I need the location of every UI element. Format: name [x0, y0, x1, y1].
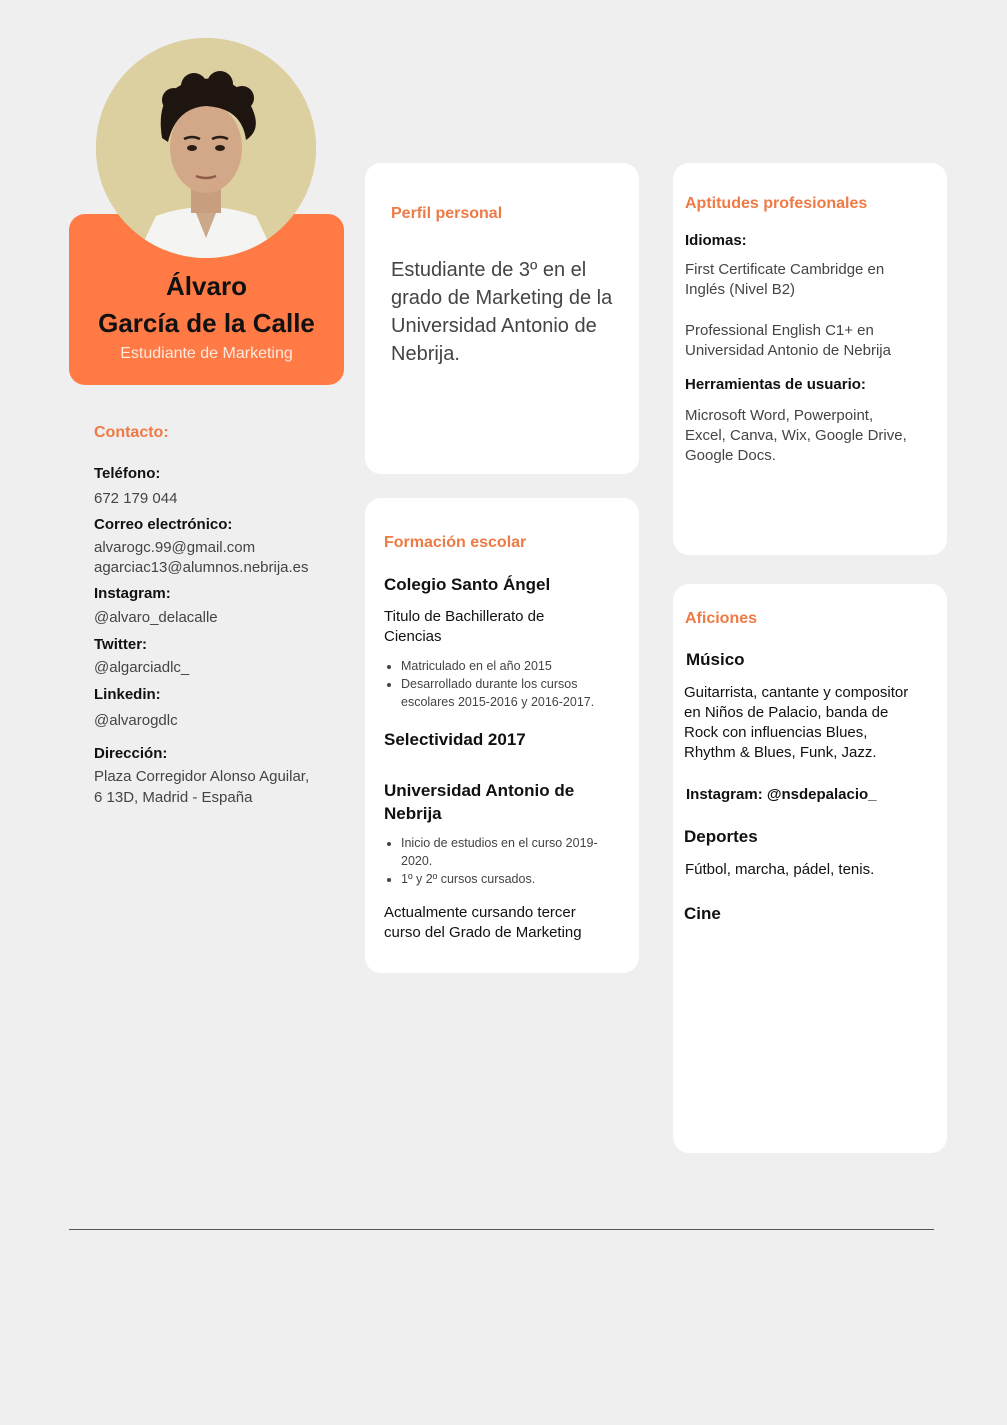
bottom-divider [69, 1229, 934, 1230]
list-item: • Inicio de estudios en el curso 2019-2020. [401, 834, 614, 870]
phone-label: Teléfono: [94, 465, 161, 482]
twitter-label: Twitter: [94, 636, 148, 653]
idioma-1: First Certificate Cambridge en Inglés (Nivel B2) [685, 261, 885, 298]
profile-photo [96, 38, 316, 258]
musico-text: Guitarrista, cantante y compositor en Niños de Palacio, banda de Rock con influencias Blues, Rhythm & Blues, Funk, Jazz. [684, 684, 909, 761]
name-line-2: García de la Calle [98, 308, 315, 338]
school-name: Colegio Santo Ángel [384, 575, 551, 594]
full-name [69, 268, 344, 342]
school-bullets [384, 657, 614, 711]
university-name: Universidad Antonio de Nebrija [384, 781, 575, 823]
address-line-2: 6 13D, Madrid - España [94, 789, 253, 806]
address-line-1: Plaza Corregidor Alonso Aguilar, [94, 768, 310, 785]
university-bullets [384, 834, 614, 888]
list-item: • Matriculado en el año 2015 [401, 657, 614, 675]
instagram-label: Instagram: [94, 585, 171, 602]
role-subtitle: Estudiante de Marketing [120, 345, 293, 362]
linkedin-label: Linkedin: [94, 686, 161, 703]
cine-label: Cine [684, 904, 721, 923]
list-item: • 1º y 2º cursos cursados. [401, 870, 614, 888]
idioma-2: Professional English C1+ en Universidad Antonio de Nebrija [685, 322, 891, 359]
address-label: Dirección: [94, 745, 168, 762]
herramientas-text: Microsoft Word, Powerpoint, Excel, Canva, Wix, Google Drive, Google Docs. [685, 407, 907, 464]
perfil-title: Perfil personal [391, 205, 503, 222]
musico-label: Músico [686, 650, 745, 669]
musico-instagram[interactable]: Instagram: @nsdepalacio_ [686, 786, 877, 803]
deportes-text: Fútbol, marcha, pádel, tenis. [685, 861, 875, 878]
aptitudes-title: Aptitudes profesionales [685, 195, 868, 212]
deportes-label: Deportes [684, 827, 758, 846]
school-degree: Titulo de Bachillerato de Ciencias [384, 608, 545, 645]
contact-title: Contacto: [94, 424, 169, 441]
email-label: Correo electrónico: [94, 516, 233, 533]
perfil-text: Estudiante de 3º en el grado de Marketing de la Universidad Antonio de Nebrija. [391, 259, 613, 365]
aficiones-title: Aficiones [685, 610, 758, 627]
twitter-value[interactable]: @algarciadlc_ [94, 659, 190, 676]
email-value-2[interactable]: agarciac13@alumnos.nebrija.es [94, 559, 309, 576]
list-item: • Desarrollado durante los cursos escolares 2015-2016 y 2016-2017. [401, 675, 614, 711]
phone-value: 672 179 044 [94, 490, 178, 507]
current-studies: Actualmente cursando tercer curso del Grado de Marketing [384, 904, 582, 941]
idiomas-label: Idiomas: [685, 232, 747, 249]
instagram-value[interactable]: @alvaro_delacalle [94, 609, 218, 626]
formacion-title: Formación escolar [384, 534, 527, 551]
selectividad: Selectividad 2017 [384, 730, 526, 749]
linkedin-value[interactable]: @alvarogdlc [94, 712, 178, 729]
name-line-1: Álvaro [166, 271, 247, 301]
email-value-1[interactable]: alvarogc.99@gmail.com [94, 539, 256, 556]
herramientas-label: Herramientas de usuario: [685, 376, 866, 393]
person-photo-icon [96, 38, 316, 258]
